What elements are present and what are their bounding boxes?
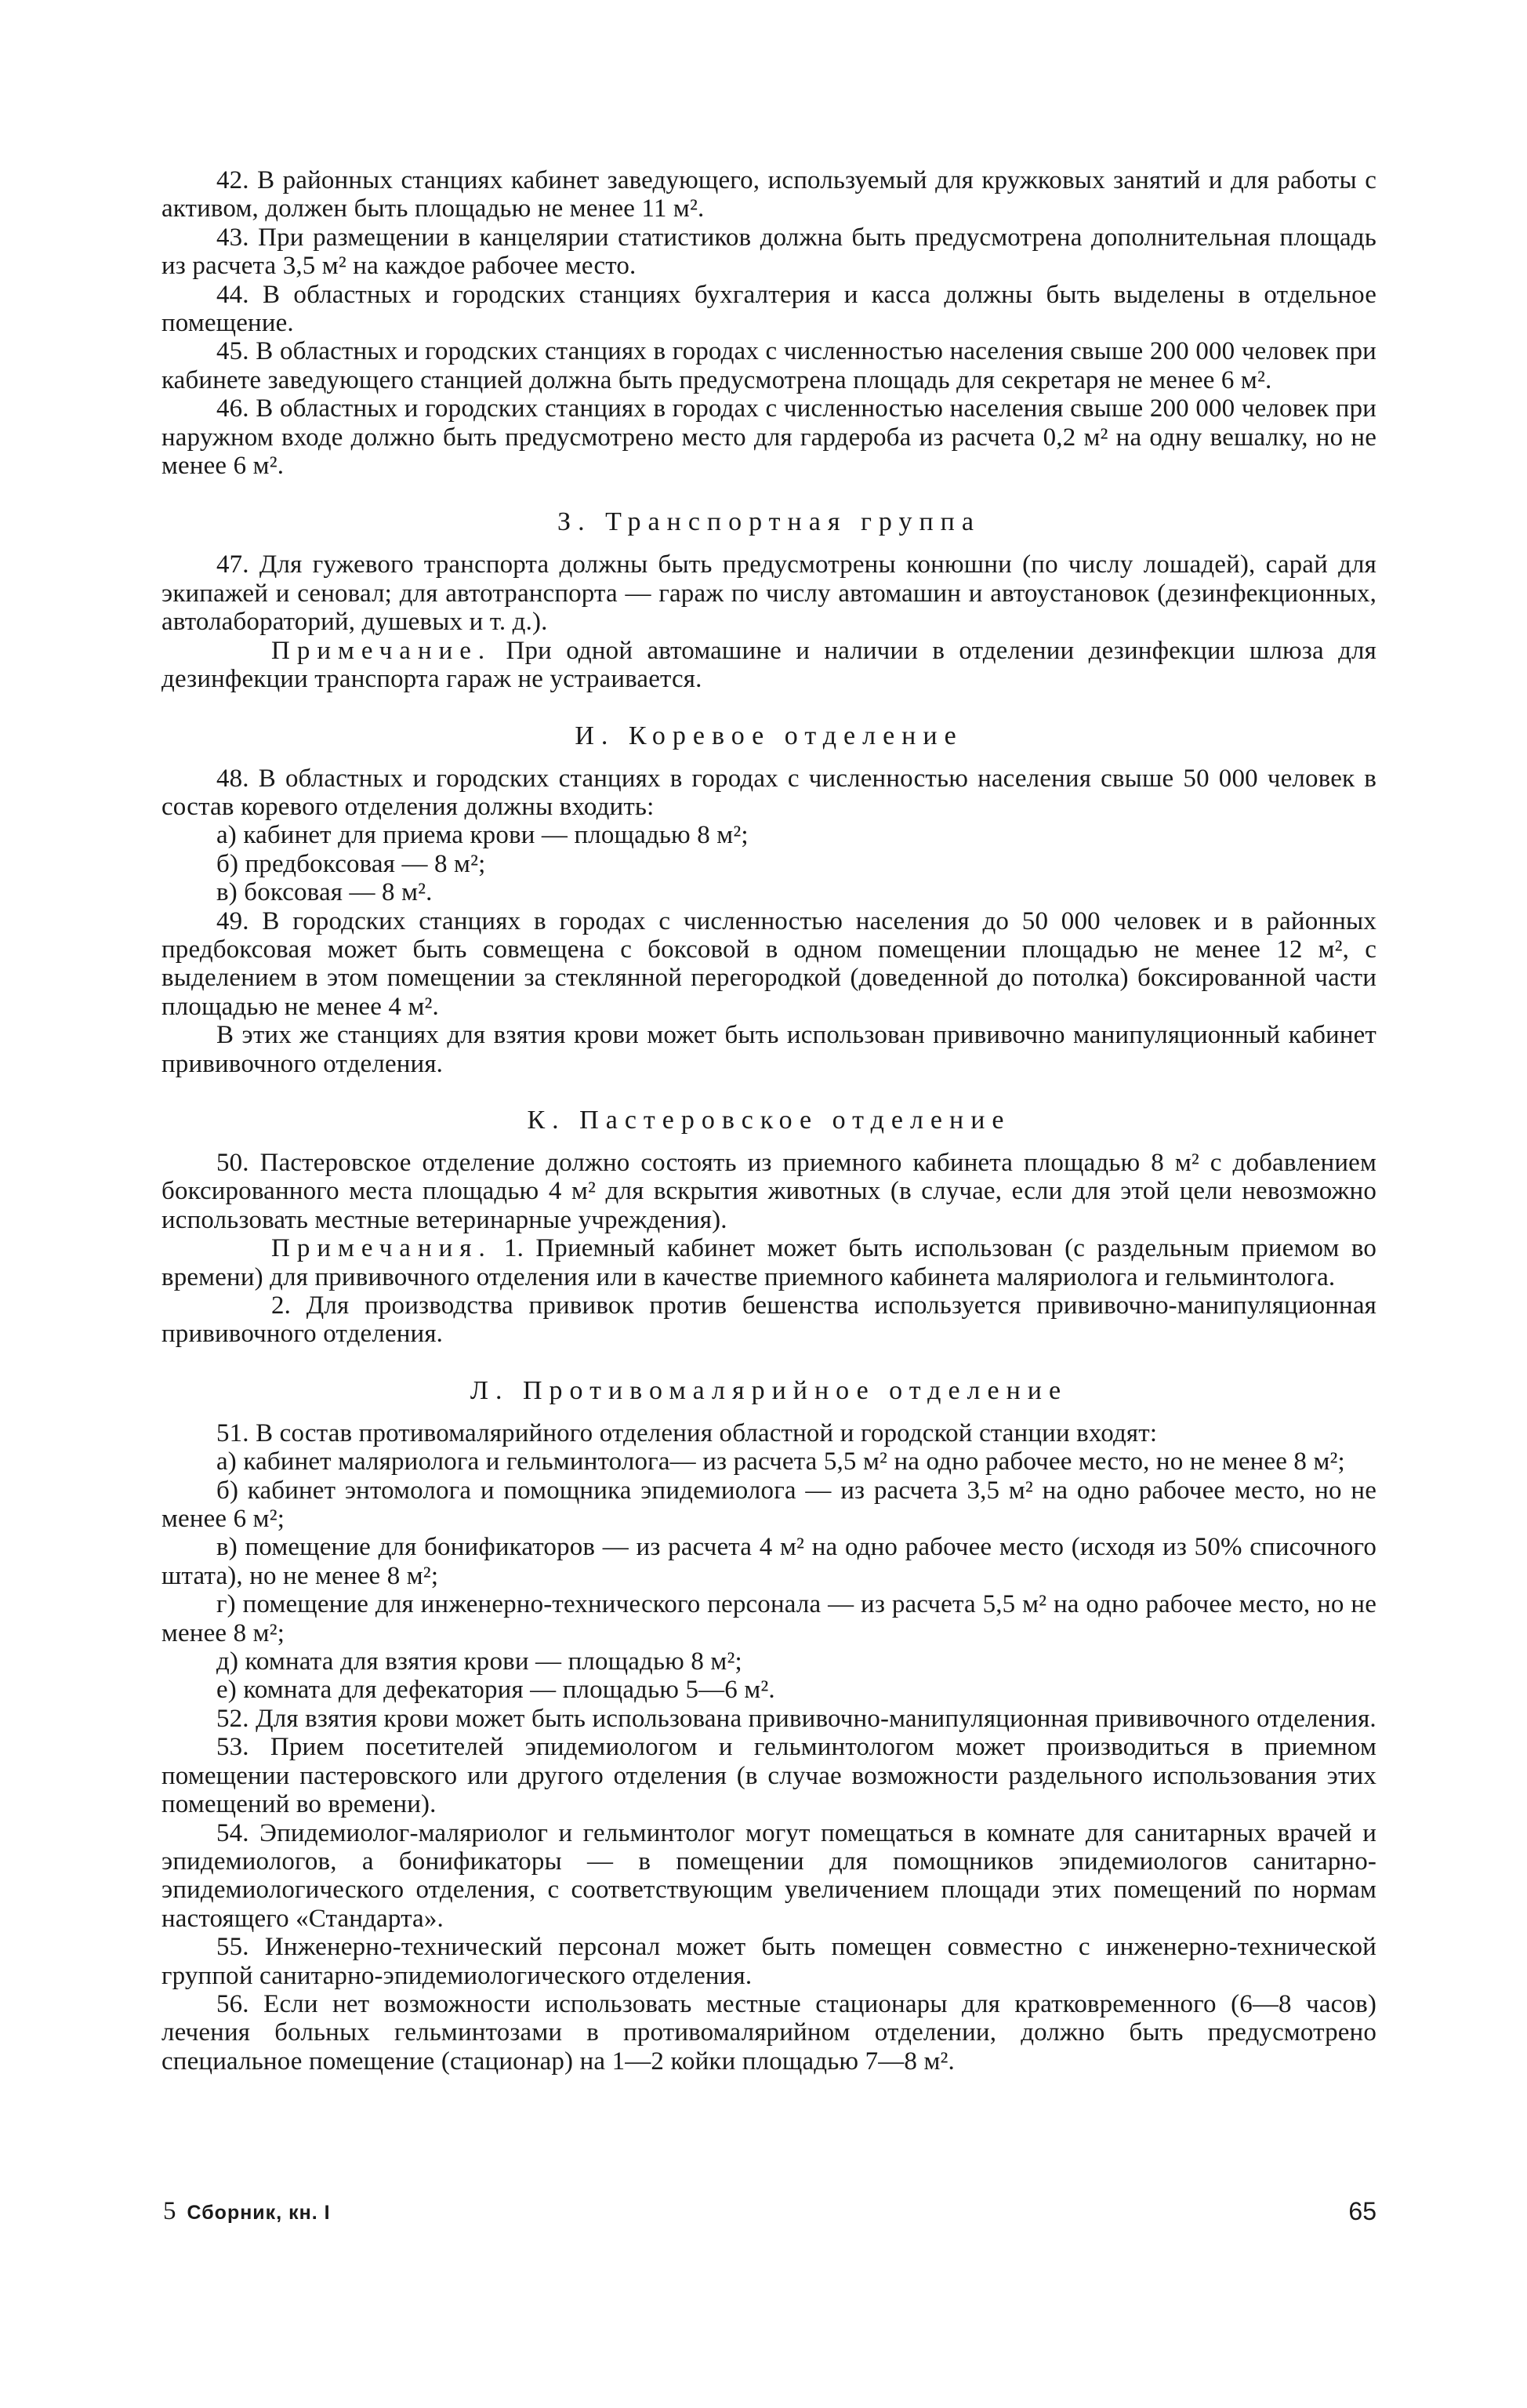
note-label: Примечания. — [271, 1234, 492, 1263]
signature-mark — [163, 2196, 331, 2228]
list-item-48a: а) кабинет для приема крови — площадью 8 м²; — [216, 821, 749, 850]
note-pasteur-2: 2. Для производства прививок против бешенства используется прививочно-манипуляционная прививочного отделения. — [161, 1291, 1376, 1349]
signature-number: 5 — [163, 2197, 176, 2225]
list-item-51a: а) кабинет маляриолога и гельминтолога— из расчета 5,5 м² на одно рабочее место, но не менее 8 м²; — [216, 1447, 1345, 1476]
paragraph-49: 49. В городских станциях в городах с численностью населения до 50 000 человек и в районных предбоксовая может быть совмещена с боксовой в одном помещении площадью не менее 12 м², с выделением в этом помещении за стеклянной перегородкой (доведенной до потолка) боксированной части площадью не менее 4 м². — [161, 906, 1376, 1021]
paragraph-54: 54. Эпидемиолог-маляриолог и гельминтолог могут помещаться в комнате для санитарных врачей и эпидемиологов, а бонификаторы — в помещении для помощников эпидемиологов санитарно-эпидемиологического отделения, с соответствующим увеличением площади этих помещений по нормам настоящего «Стандарта». — [161, 1818, 1376, 1933]
paragraph-47: 47. Для гужевого транспорта должны быть предусмотрены конюшни (по числу лошадей), сарай для экипажей и сеновал; для автотранспорта — гараж по числу автомашин и автоустановок (дезинфекционных, автолабораторий, душевых и т. д.). — [161, 550, 1376, 637]
paragraph-55: 55. Инженерно-технический персонал может быть помещен совместно с инженерно-технической группой санитарно-эпидемиологического отделения. — [161, 1933, 1376, 1990]
note-text: 1. Приемный кабинет может быть использован (с раздельным приемом во времени) для прививочного отделения или в качестве приемного кабинета маляриолога и гельминтолога. — [161, 1234, 1376, 1291]
paragraph-43: 43. При размещении в канцелярии статистиков должна быть предусмотрена дополнительная площадь из расчета 3,5 м² на каждое рабочее место. — [161, 223, 1376, 281]
list-item-51f: е) комната для дефекатория — площадью 5—6 м². — [216, 1676, 775, 1705]
list-item-51e: д) комната для взятия крови — площадью 8 м²; — [216, 1647, 742, 1676]
paragraph-46: 46. В областных и городских станциях в городах с численностью населения свыше 200 000 человек при наружном входе должно быть предусмотрено место для гардероба из расчета 0,2 м² на одну вешалку, но не менее 6 м². — [161, 394, 1376, 481]
paragraph-53: 53. Прием посетителей эпидемиологом и гельминтологом может производиться в приемном помещении пастеровского или другого отделения (в случае возможности раздельного использования этих помещений во времени). — [161, 1733, 1376, 1819]
signature-text: Сборник, кн. I — [187, 2202, 331, 2224]
paragraph-48: 48. В областных и городских станциях в городах с численностью населения свыше 50 000 человек в состав коревого отделения должны входить: — [161, 764, 1376, 821]
list-item-48c: в) боксовая — 8 м². — [216, 878, 433, 907]
document-page — [161, 166, 1376, 2076]
paragraph-45: 45. В областных и городских станциях в городах с численностью населения свыше 200 000 человек при кабинете заведующего станцией должна быть предусмотрена площадь для секретаря не менее 6 м². — [161, 337, 1376, 394]
section-heading-pasteur: К. Пастеровское отделение — [527, 1105, 1011, 1135]
section-heading-transport: З. Транспортная группа — [557, 507, 981, 537]
list-item-51b: б) кабинет энтомолога и помощника эпидемиолога — из расчета 3,5 м² на одно рабочее место, но не менее 6 м²; — [161, 1476, 1376, 1534]
page-number: 65 — [1348, 2197, 1376, 2225]
paragraph-44: 44. В областных и городских станциях бухгалтерия и касса должны быть выделены в отдельное помещение. — [161, 280, 1376, 338]
list-item-51c: в) помещение для бонификаторов — из расчета 4 м² на одно рабочее место (исходя из 50% списочного штата), но не менее 8 м²; — [161, 1533, 1376, 1590]
paragraph-51: 51. В состав противомалярийного отделения областной и городской станции входят: — [216, 1418, 1158, 1447]
note-text: При одной автомашине и наличии в отделении дезинфекции шлюза для дезинфекции транспорта гараж не устраивается. — [161, 636, 1376, 694]
paragraph-52: 52. Для взятия крови может быть использована прививочно-манипуляционная прививочного отделения. — [216, 1704, 1376, 1733]
note-label: Примечание. — [271, 636, 492, 665]
section-heading-measles: И. Коревое отделение — [575, 721, 963, 750]
paragraph-56: 56. Если нет возможности использовать местные стационары для кратковременного (6—8 часов) лечения больных гельминтозами в противомалярийном отделении, должно быть предусмотрено специальное помещение (стационар) на 1—2 койки площадью 7—8 м². — [161, 1989, 1376, 2076]
section-heading-antimalaria: Л. Противомалярийное отделение — [470, 1375, 1068, 1405]
paragraph-49-cont: В этих же станциях для взятия крови может быть использован прививочно манипуляционный кабинет прививочного отделения. — [161, 1021, 1376, 1078]
list-item-51d: г) помещение для инженерно-технического персонала — из расчета 5,5 м² на одно рабочее место, но не менее 8 м²; — [161, 1590, 1376, 1647]
note-transport — [161, 637, 1376, 694]
paragraph-42: 42. В районных станциях кабинет заведующего, используемый для кружковых занятий и для работы с активом, должен быть площадью не менее 11 м². — [161, 166, 1376, 223]
paragraph-50: 50. Пастеровское отделение должно состоять из приемного кабинета площадью 8 м² с добавлением боксированного места площадью 4 м² для вскрытия животных (в случае, если для этой цели невозможно использовать местные ветеринарные учреждения). — [161, 1148, 1376, 1234]
note-pasteur-1 — [161, 1234, 1376, 1291]
list-item-48b: б) предбоксовая — 8 м²; — [216, 849, 486, 878]
